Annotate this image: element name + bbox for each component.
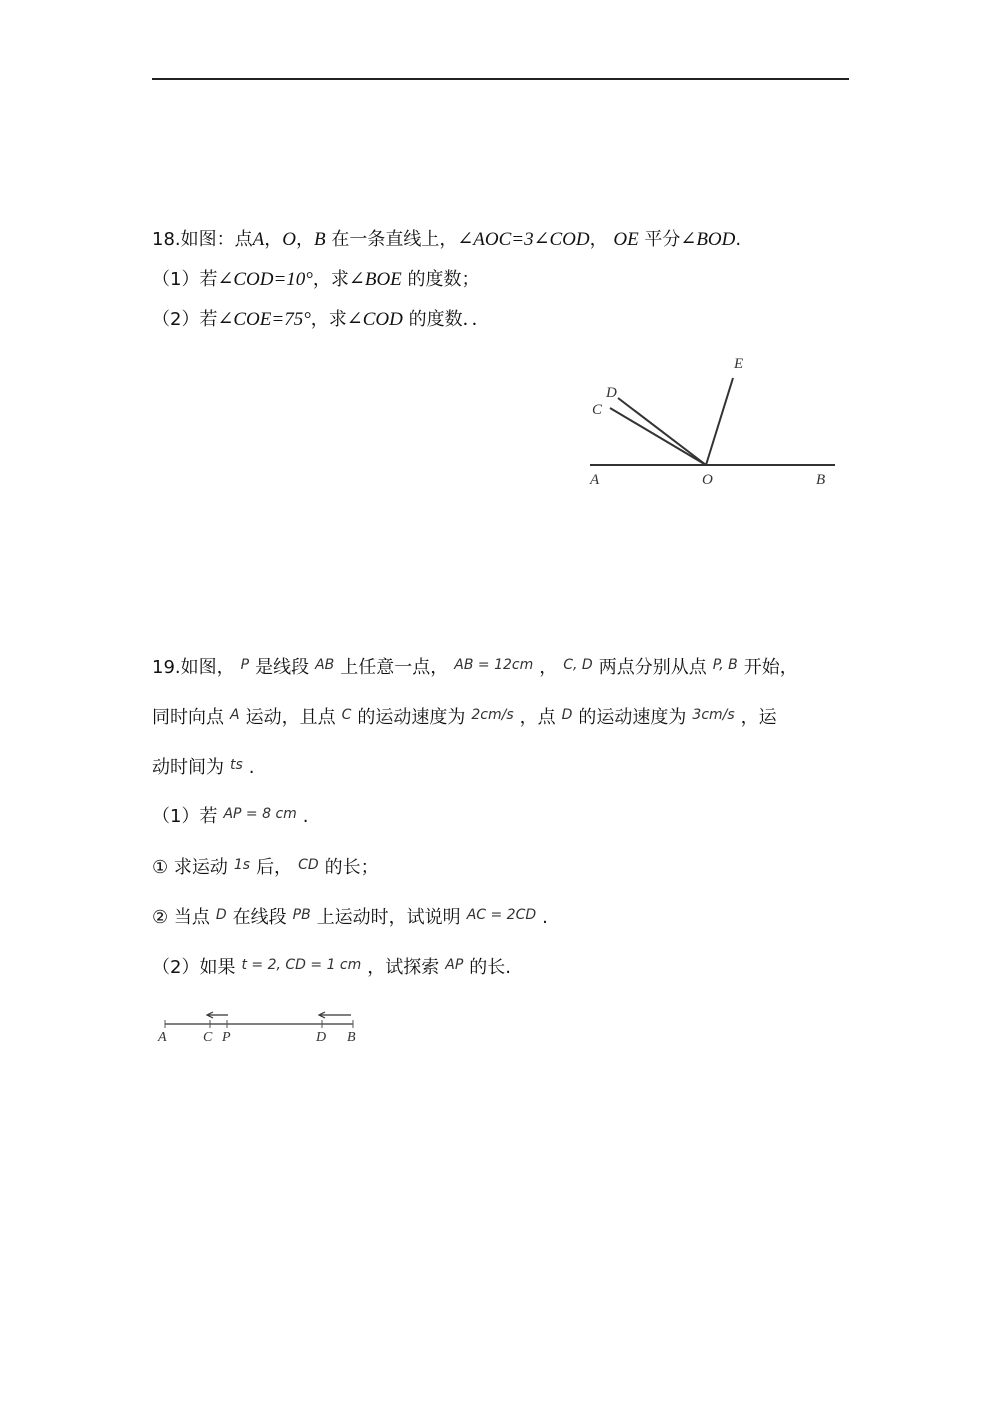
q18-part1: （1）若∠COD=10°，求∠BOE 的度数； — [152, 269, 480, 290]
q19-segment-figure — [150, 1005, 370, 1047]
q19-line2: 同时向点 $^A$ 运动，且点 $^C$ 的运动速度为 $^{2cm/s}$ ，点 $^D$ 的运动速度为 $^{3cm/s}$ ，运 — [152, 707, 777, 728]
q18-angle-figure — [580, 350, 850, 495]
q19-part1: （1）若 $^{AP = 8 cm}$ . — [152, 806, 309, 827]
header-rule — [152, 78, 849, 80]
label-B: B — [816, 472, 826, 488]
ray-OC — [610, 408, 706, 465]
label-A: A — [158, 1030, 167, 1045]
ray-OD — [618, 398, 706, 465]
label-A: A — [590, 472, 600, 488]
q19-line3: 动时间为 $^{ts}$ . — [152, 757, 255, 778]
label-E: E — [734, 356, 744, 372]
label-O: O — [702, 472, 713, 488]
label-C: C — [203, 1030, 213, 1045]
q19-line1: 19.如图， $^P$ 是线段 $^{AB}$ 上任意一点， $^{AB = 12cm}$ ， $^{C, D}$ 两点分别从点 $^{P, B}$ 开始， — [152, 657, 798, 678]
q19-sub2: ② 当点 $^D$ 在线段 $^{PB}$ 上运动时，试说明 $^{AC = 2CD}$ . — [152, 907, 548, 928]
label-P: P — [222, 1030, 231, 1045]
q19-part2: （2）如果 $^{t = 2, CD = 1 cm}$ ，试探索 $^{AP}$ 的长. — [152, 957, 512, 978]
label-D: D — [316, 1030, 327, 1045]
q18-part2: （2）若∠COE=75°，求∠COD 的度数．． — [152, 309, 490, 330]
q19-sub1: ① 求运动 $^{1s}$ 后， $^{CD}$ 的长； — [152, 857, 379, 878]
ray-OE — [706, 378, 733, 465]
label-D: D — [606, 385, 617, 401]
label-B: B — [347, 1030, 356, 1045]
label-C: C — [592, 402, 603, 418]
q18-statement: 18.如图：点A，O，B 在一条直线上，∠AOC=3∠COD， OE 平分∠BOD. — [152, 229, 742, 250]
